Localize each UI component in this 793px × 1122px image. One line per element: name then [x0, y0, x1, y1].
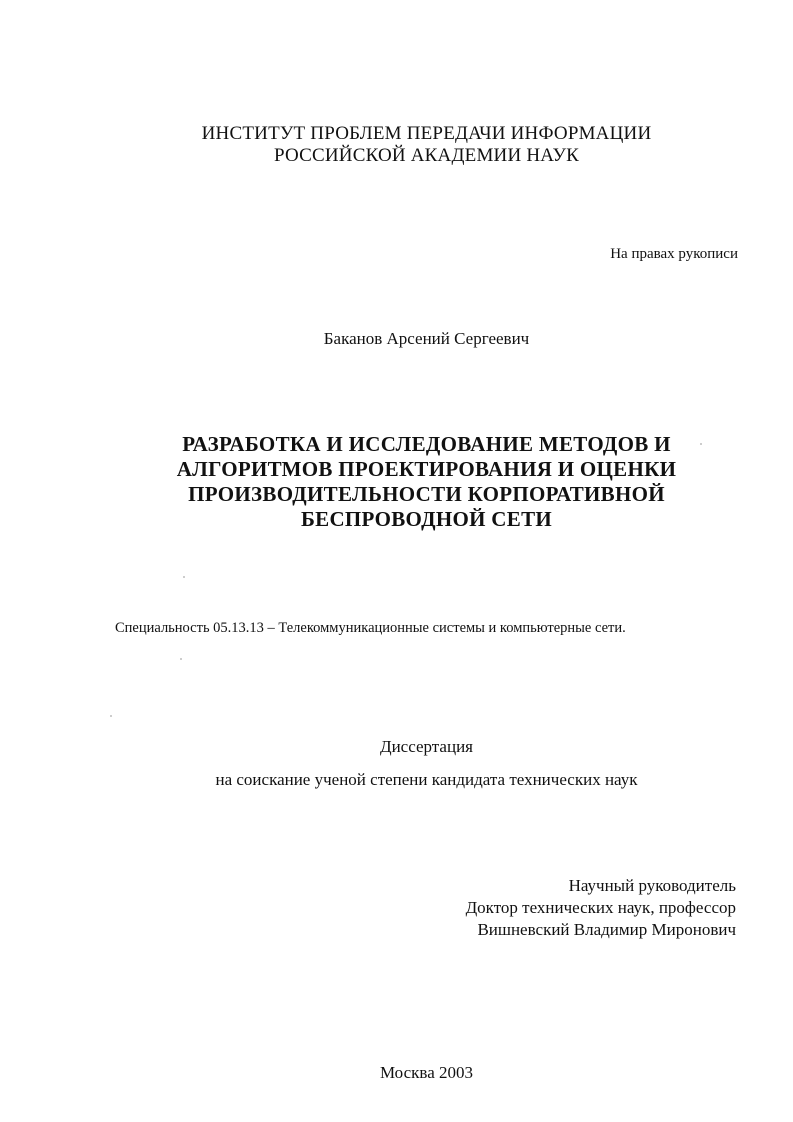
rights-note: На правах рукописи [610, 246, 738, 262]
title-line-2: АЛГОРИТМОВ ПРОЕКТИРОВАНИЯ И ОЦЕНКИ [176, 457, 677, 481]
supervisor-block [466, 875, 736, 941]
scan-speck [110, 715, 112, 717]
specialty: Специальность 05.13.13 – Телекоммуникационные системы и компьютерные сети. [115, 620, 626, 636]
title-line-1: РАЗРАБОТКА И ИССЛЕДОВАНИЕ МЕТОДОВ И [182, 432, 671, 456]
title-line-4: БЕСПРОВОДНОЙ СЕТИ [300, 507, 553, 531]
degree-sought: на соискание ученой степени кандидата технических наук [215, 770, 638, 789]
author-name: Баканов Арсений Сергеевич [323, 329, 530, 348]
institution-line-2: РОССИЙСКОЙ АКАДЕМИИ НАУК [273, 145, 580, 166]
supervisor-role: Научный руководитель [568, 876, 736, 895]
scan-speck [180, 658, 182, 660]
supervisor-rank: Доктор технических наук, профессор [465, 898, 736, 917]
scan-speck [183, 576, 185, 578]
supervisor-name: Вишневский Владимир Миронович [477, 920, 736, 939]
dissertation-type: Диссертация [379, 737, 473, 756]
scan-speck [700, 443, 702, 445]
title-line-3: ПРОИЗВОДИТЕЛЬНОСТИ КОРПОРАТИВНОЙ [188, 482, 665, 506]
institution-line-1: ИНСТИТУТ ПРОБЛЕМ ПЕРЕДАЧИ ИНФОРМАЦИИ [201, 123, 652, 144]
dissertation-title [0, 432, 793, 532]
city-year: Москва 2003 [379, 1063, 474, 1082]
